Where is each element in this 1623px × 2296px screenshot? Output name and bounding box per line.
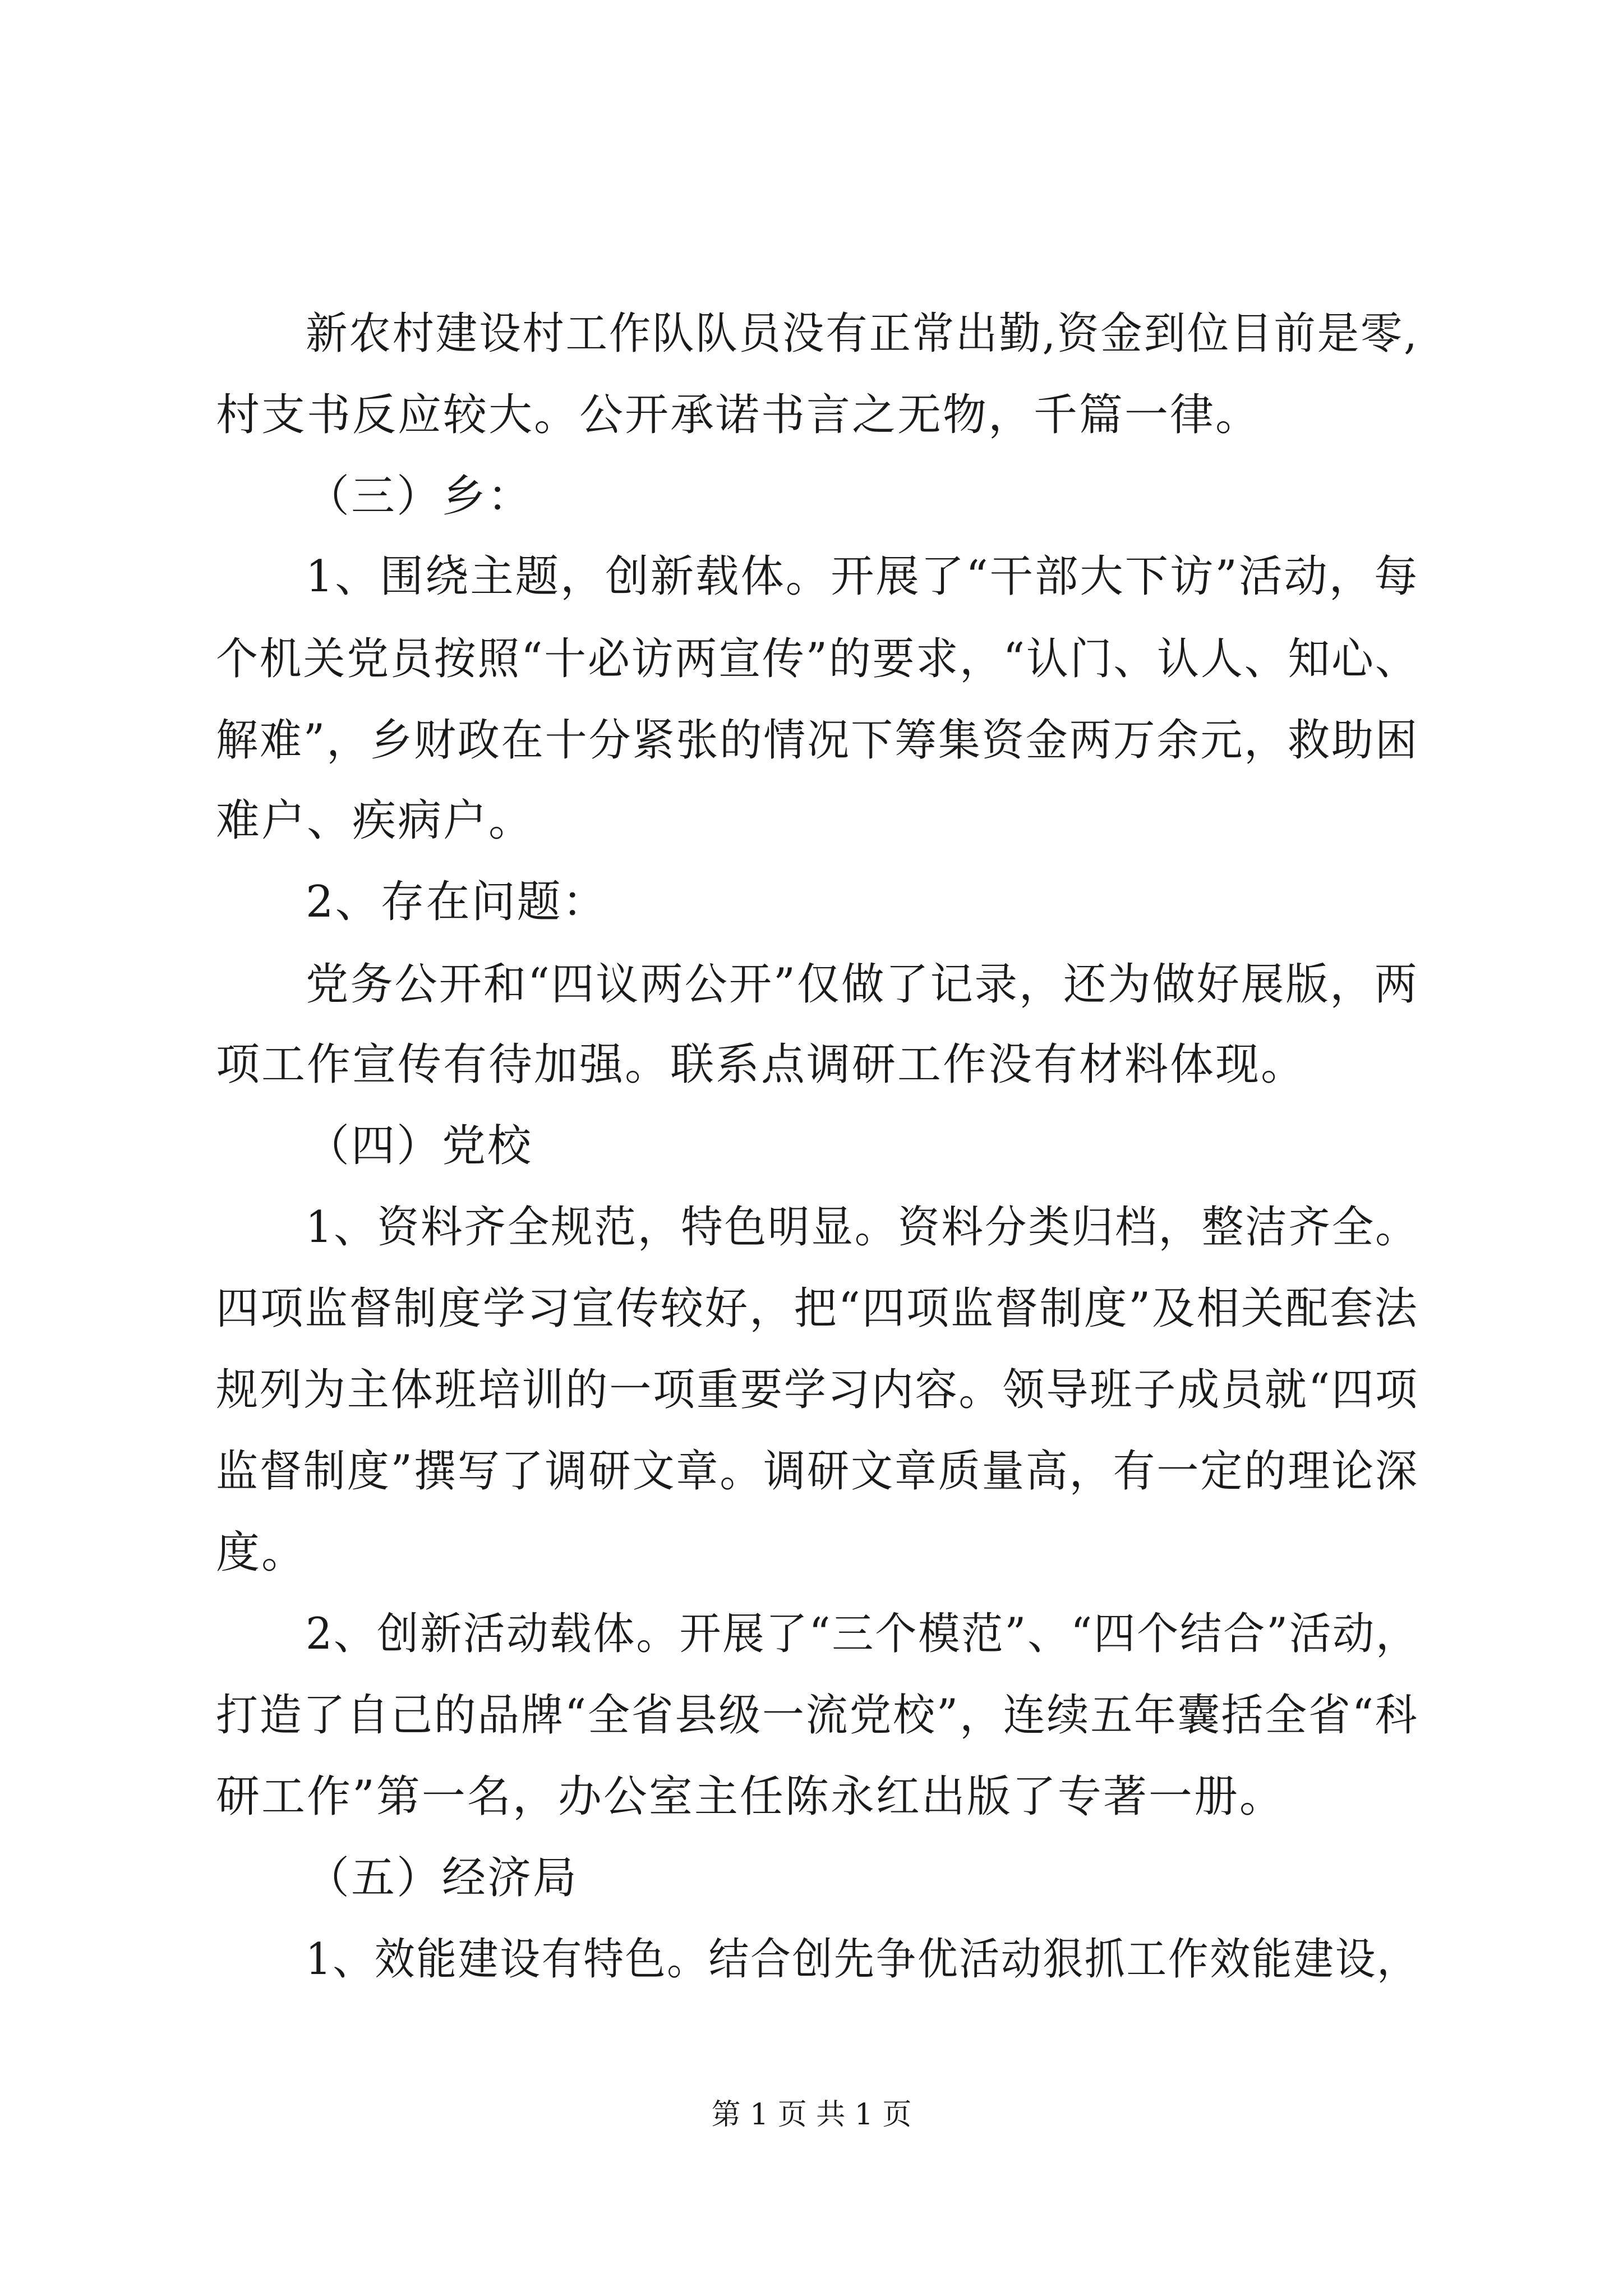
paragraph-line: 1、围绕主题，创新载体。开展了“干部大下访”活动，每 <box>306 551 1419 602</box>
paragraph-line: 新农村建设村工作队队员没有正常出勤,资金到位目前是零, <box>306 309 1419 359</box>
paragraph-line: 监督制度”撰写了调研文章。调研文章质量高，有一定的理论深 <box>216 1446 1419 1497</box>
paragraph-line: 打造了自己的品牌“全省县级一流党校”，连续五年囊括全省“科 <box>216 1690 1419 1741</box>
section-heading-economy-bureau: （五）经济局 <box>306 1853 579 1903</box>
paragraph-line: 研工作”第一名，办公室主任陈永红出版了专著一册。 <box>216 1772 1285 1822</box>
paragraph-line: 度。 <box>216 1527 307 1578</box>
paragraph-line: 难户、疾病户。 <box>216 795 534 846</box>
paragraph-line: 项工作宣传有待加强。联系点调研工作没有材料体现。 <box>216 1039 1307 1090</box>
paragraph-line: 四项监督制度学习宣传较好，把“四项监督制度”及相关配套法 <box>216 1283 1419 1334</box>
paragraph-line: 村支书反应较大。公开承诺书言之无物，千篇一律。 <box>216 390 1261 440</box>
paragraph-line: 2、创新活动载体。开展了“三个模范”、“四个结合”活动， <box>306 1609 1419 1659</box>
paragraph-line: 1、效能建设有特色。结合创先争优活动狠抓工作效能建设， <box>306 1934 1419 1985</box>
section-heading-xiang: （三）乡： <box>306 471 533 522</box>
paragraph-line: 党务公开和“四议两公开”仅做了记录，还为做好展版，两 <box>306 959 1419 1010</box>
section-heading-party-school: （四）党校 <box>306 1121 533 1171</box>
paragraph-line: 1、资料齐全规范，特色明显。资料分类归档，整洁齐全。 <box>306 1202 1419 1253</box>
page-number-footer: 第 1 页 共 1 页 <box>711 2098 912 2132</box>
paragraph-line: 规列为主体班培训的一项重要学习内容。领导班子成员就“四项 <box>216 1365 1419 1415</box>
paragraph-line: 2、存在问题： <box>306 877 608 927</box>
paragraph-line: 解难”，乡财政在十分紧张的情况下筹集资金两万余元，救助困 <box>216 715 1419 766</box>
paragraph-line: 个机关党员按照“十必访两宣传”的要求，“认门、认人、知心、 <box>216 634 1419 684</box>
